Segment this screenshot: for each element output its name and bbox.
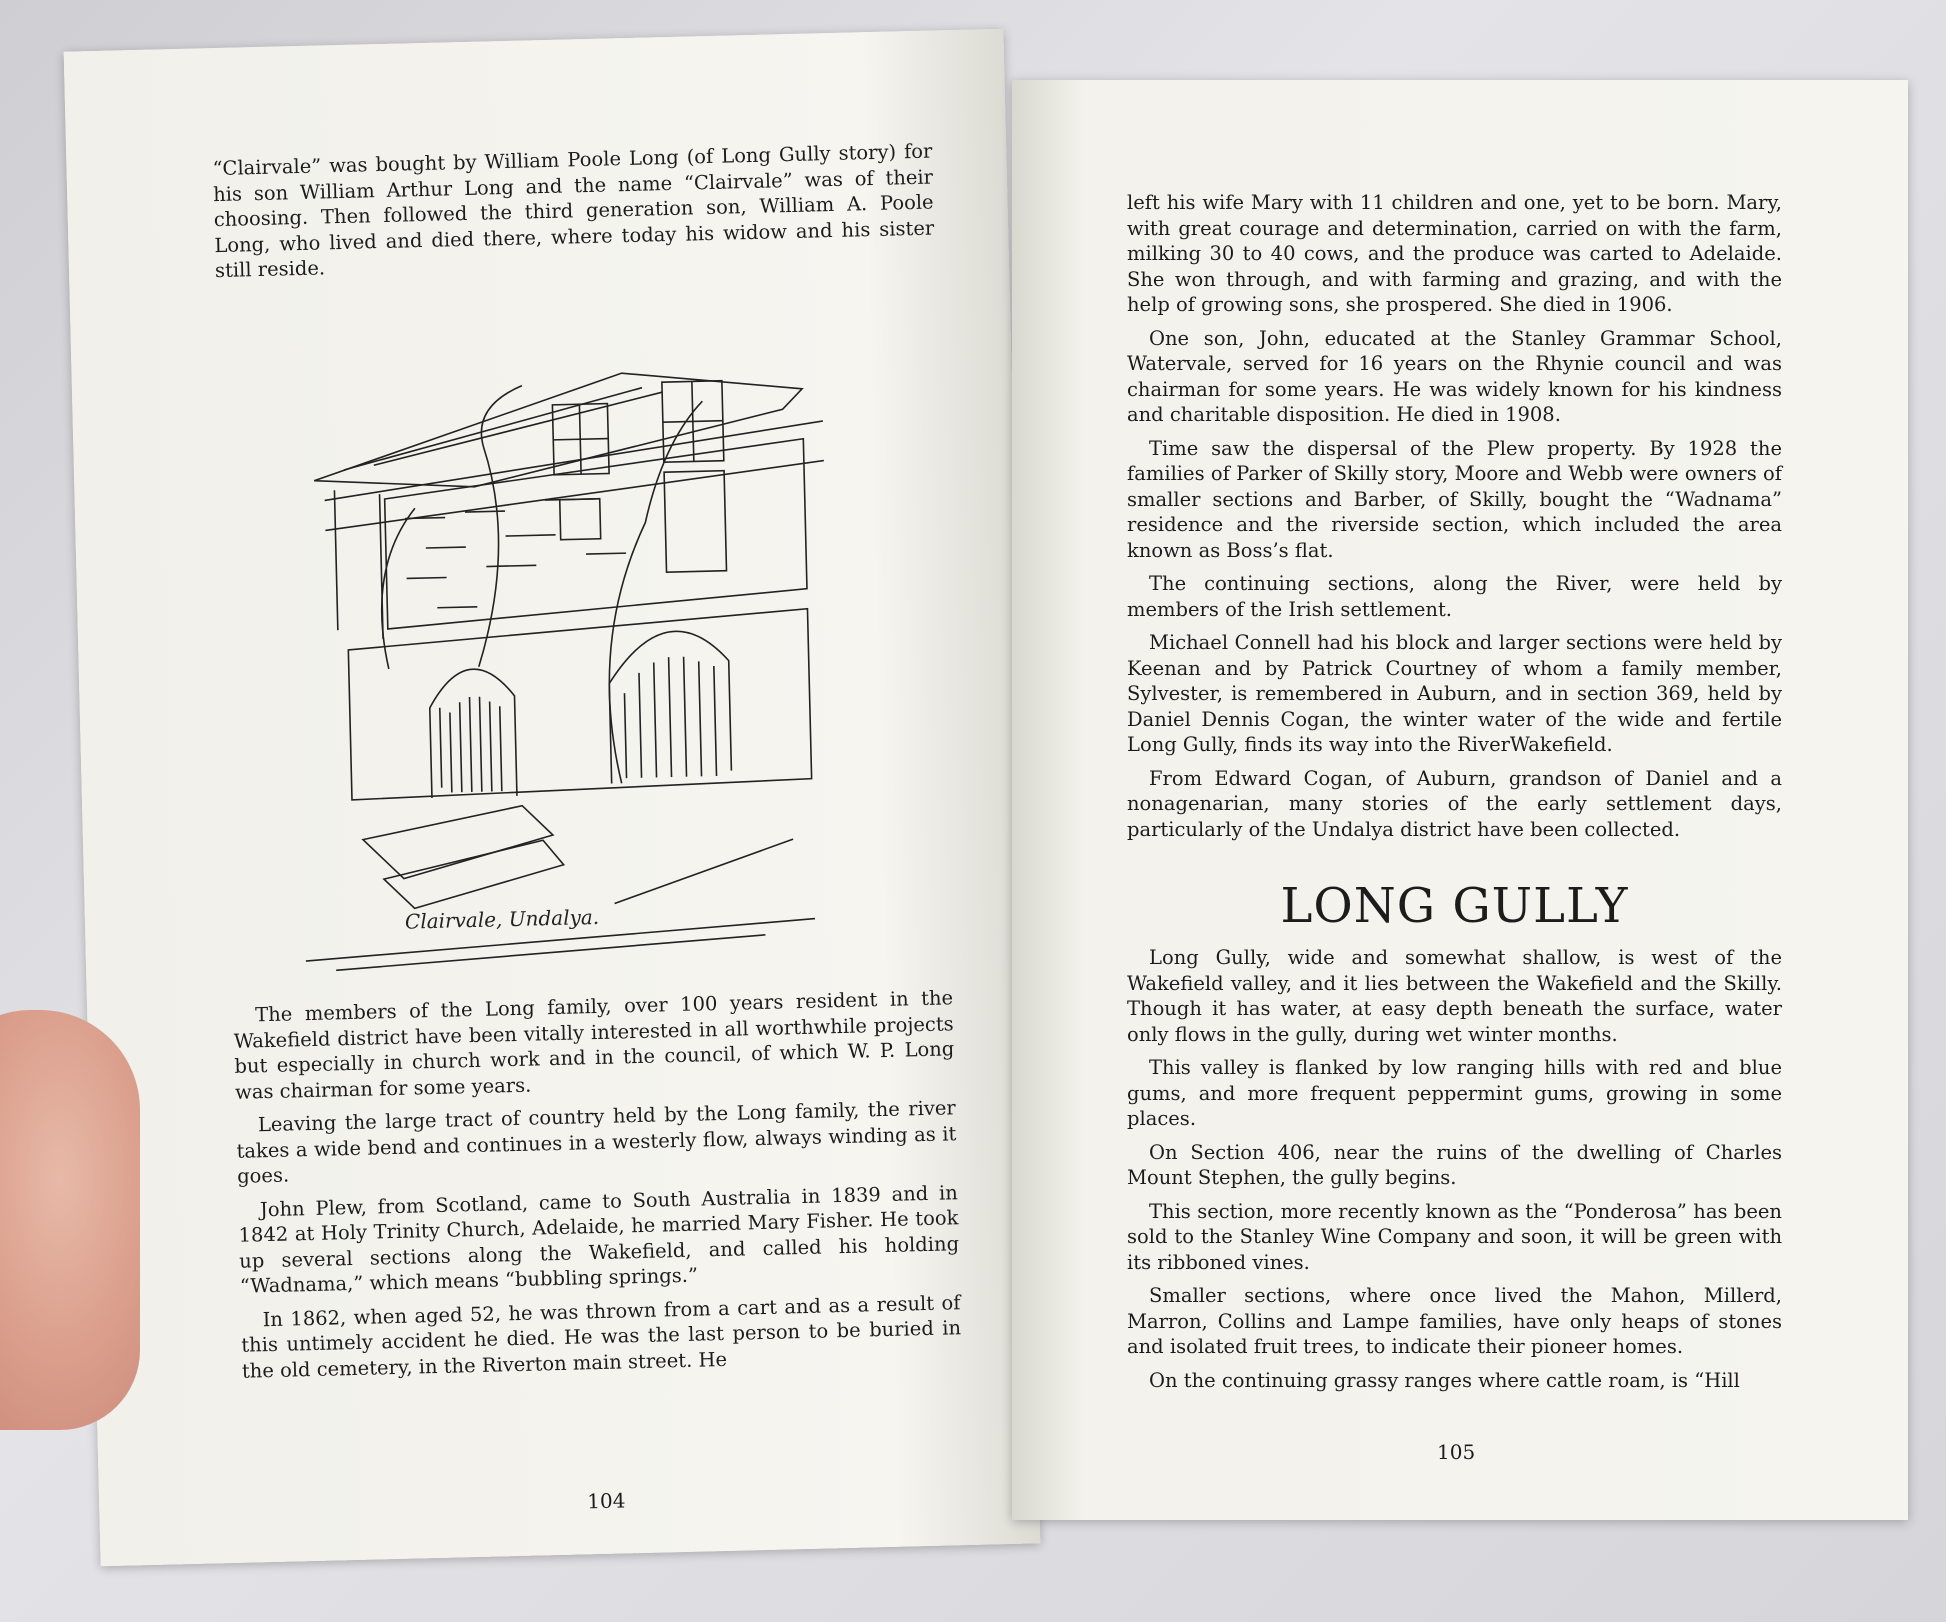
left-page <box>64 29 1041 1567</box>
holding-thumb <box>0 1010 140 1430</box>
paragraph: The members of the Long family, over 100 years resident in the Wakefield district have been vitally interested in all worthwhile projects but especially in church work and in the council, of which W. P. Long was chairman for some years. <box>233 986 955 1104</box>
right-page <box>1012 80 1908 1520</box>
paragraph: Long Gully, wide and somewhat shallow, is west of the Wakefield valley, and it lies between the Wakefield and the Skilly. Though it has water, at easy depth beneath the surface, water only flows in the gully, during wet winter months. <box>1127 946 1782 1046</box>
paragraph: In 1862, when aged 52, he was thrown from a cart and as a result of this untimely accident he died. He was the last person to be buried in the old cemetery, in the Riverton main street. He <box>241 1290 962 1383</box>
paragraph: On the continuing grassy ranges where cattle roam, is “Hill <box>1149 1368 1740 1392</box>
section-heading: LONG GULLY <box>1280 878 1629 934</box>
paragraph: “Clairvale” was bought by William Poole Long (of Long Gully story) for his son William Arthur Long and the name “Clairvale” was of their choosing. Then followed the third generation son, William A. Poole Long, who lived and died there, where today his widow and his sister still reside. <box>212 139 935 283</box>
page-number: 105 <box>1437 1440 1476 1464</box>
paragraph: On Section 406, near the ruins of the dwelling of Charles Mount Stephen, the gully begins. <box>1127 1140 1782 1189</box>
paragraph: left his wife Mary with 11 children and one, yet to be born. Mary, with great courage and determination, carried on with the farm, milking 30 to 40 cows, and the produce was carted to Adelaide. She won through, and with farming and grazing, and with the help of growing sons, she prospered. She died in 1906. <box>1127 191 1782 316</box>
paragraph: Leaving the large tract of country held by the Long family, the river takes a wide bend and continues in a westerly flow, always winding as it goes. <box>236 1096 957 1188</box>
paragraph: The continuing sections, along the River, were held by members of the Irish settlement. <box>1127 572 1782 621</box>
page-number: 104 <box>586 1488 626 1514</box>
sketch-caption: Clairvale, Undalya. <box>404 904 600 934</box>
paragraph: This valley is flanked by low ranging hills with red and blue gums, and more frequent peppermint gums, growing in some places. <box>1127 1056 1782 1130</box>
paragraph: Michael Connell had his block and larger sections were held by Keenan and by Patrick Courtney of whom a family member, Sylvester, is remembered in Auburn, and in section 369, held by Daniel Dennis Cogan, the winter water of the wide and fertile Long Gully, finds its way into the RiverWakefield. <box>1127 631 1782 756</box>
paragraph: This section, more recently known as the “Ponderosa” has been sold to the Stanley Wine Company and soon, it will be green with its ribboned vines. <box>1127 1199 1782 1274</box>
paragraph: One son, John, educated at the Stanley Grammar School, Watervale, served for 16 years on the Rhynie council and was chairman for some years. He was widely known for his kindness and charitable disposition. He died in 1908. <box>1127 326 1782 426</box>
left-top-text <box>212 139 935 292</box>
left-bottom-text <box>233 985 962 1391</box>
right-bottom-text <box>1127 945 1782 1401</box>
paragraph: From Edward Cogan, of Auburn, grandson of Daniel and a nonagenarian, many stories of the early settlement days, particularly of the Undalya district have been collected. <box>1127 766 1782 841</box>
paragraph: Time saw the dispersal of the Plew property. By 1928 the families of Parker of Skilly story, Moore and Webb were owners of smaller sections and Barber, of Skilly, bought the “Wadnama” residence and the riverside section, which included the area known as Boss’s flat. <box>1127 436 1782 562</box>
paragraph: John Plew, from Scotland, came to South Australia in 1839 and in 1842 at Holy Trinity Church, Adelaide, he married Mary Fisher. He took up several sections along the Wakefield, and called his holding “Wadnama,” which means “bubbling springs.” <box>238 1180 960 1298</box>
paragraph: Smaller sections, where once lived the Mahon, Millerd, Marron, Collins and Lampe families, have only heaps of stones and isolated fruit trees, to indicate their pioneer homes. <box>1127 1284 1782 1358</box>
right-top-text <box>1127 190 1782 850</box>
clairvale-sketch <box>282 358 837 981</box>
